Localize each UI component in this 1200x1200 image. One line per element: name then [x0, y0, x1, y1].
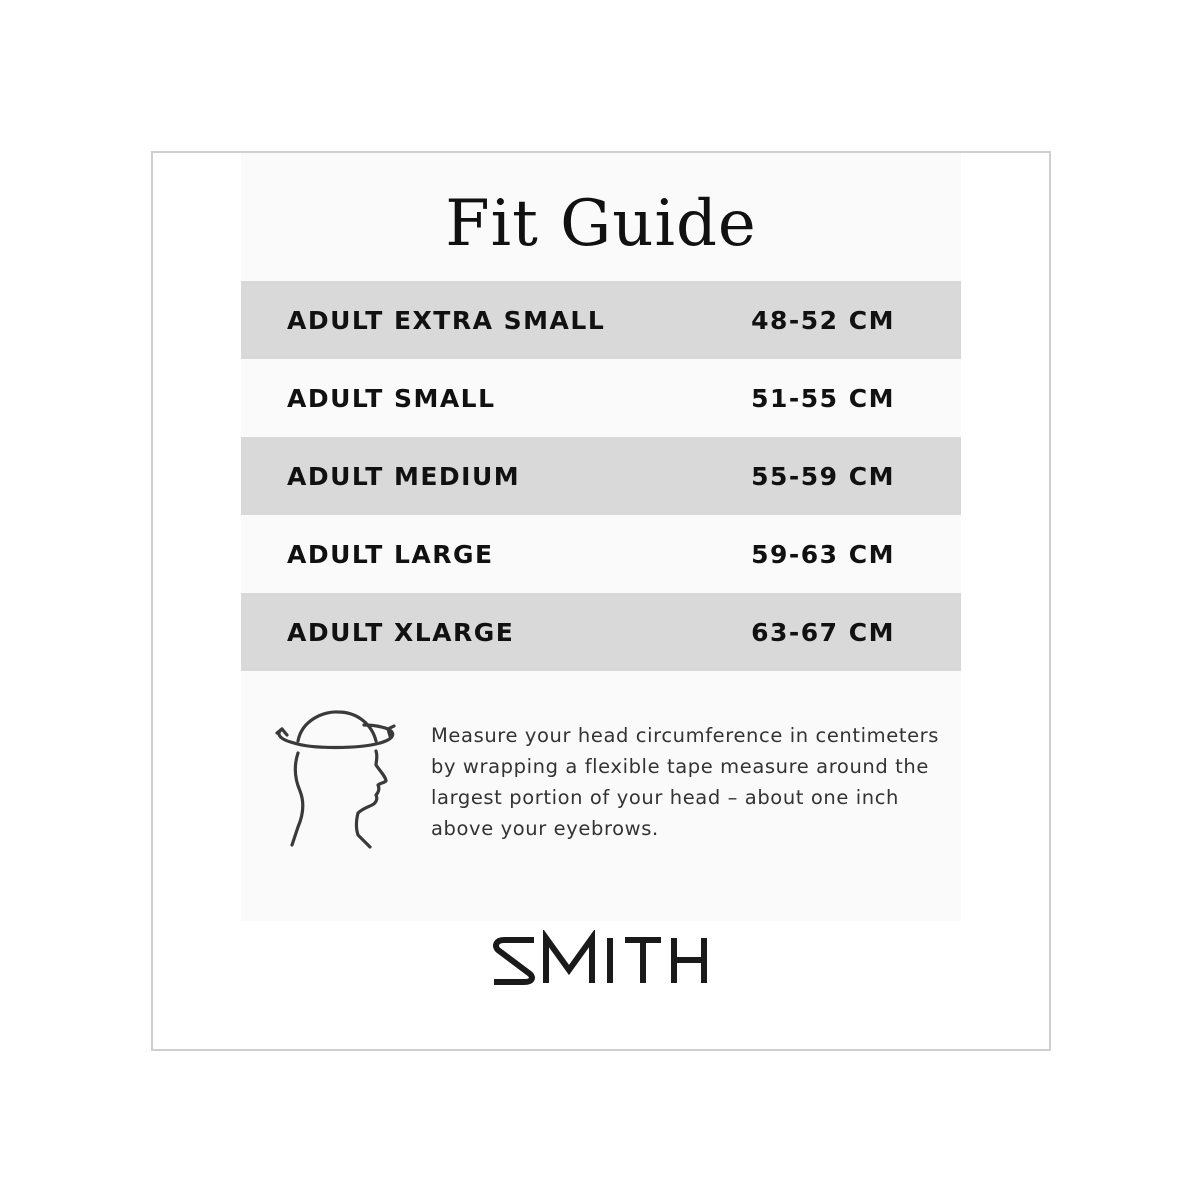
size-row [241, 437, 961, 515]
size-label: ADULT EXTRA SMALL [287, 306, 606, 335]
brand-logo [490, 930, 712, 990]
head-measure-icon [272, 705, 402, 855]
size-range: 51-55 CM [751, 384, 895, 413]
size-label: ADULT SMALL [287, 384, 496, 413]
size-label: ADULT MEDIUM [287, 462, 521, 491]
size-range: 48-52 CM [751, 306, 895, 335]
page-title: Fit Guide [445, 187, 757, 261]
size-row [241, 593, 961, 671]
size-range: 55-59 CM [751, 462, 895, 491]
size-range: 63-67 CM [751, 618, 895, 647]
size-label: ADULT XLARGE [287, 618, 515, 647]
size-range: 59-63 CM [751, 540, 895, 569]
size-row [241, 281, 961, 359]
size-label: ADULT LARGE [287, 540, 494, 569]
size-row [241, 359, 961, 437]
size-row [241, 515, 961, 593]
measurement-instructions: Measure your head circumference in centimeters by wrapping a flexible tape measure around the largest portion of your head – about one inch above your eyebrows. [431, 724, 940, 840]
